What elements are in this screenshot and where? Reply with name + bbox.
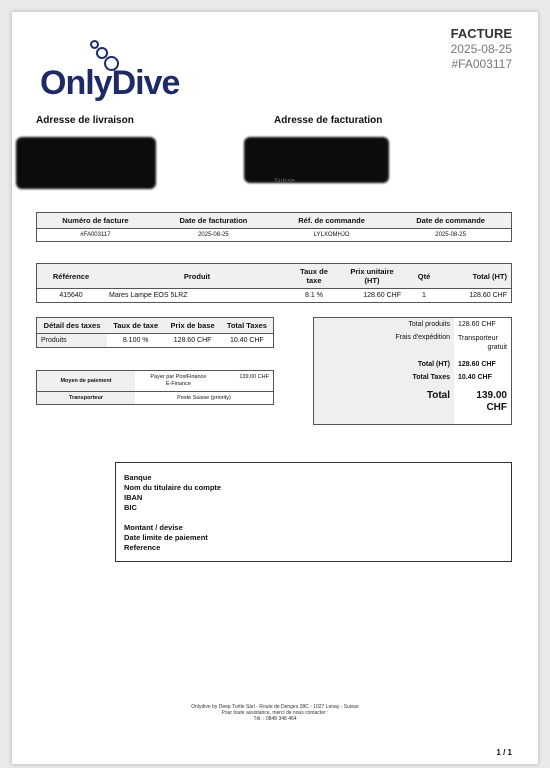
table-row	[314, 318, 512, 332]
invoice-date: 2025-08-25	[450, 42, 512, 56]
billing-country: Suisse	[274, 178, 296, 185]
redacted-delivery-address	[16, 137, 156, 189]
table-cell: Mares Lampe EOS 5LRZ	[109, 292, 188, 299]
table-header: Produit	[105, 264, 289, 289]
table-header: Taux de taxe	[107, 318, 164, 334]
table-cell: 415640	[59, 292, 83, 299]
totals-label: Frais d'expédition	[314, 331, 455, 355]
table-cell: 1	[422, 292, 426, 299]
redacted-billing-address	[244, 137, 389, 183]
payment-table	[36, 370, 274, 405]
table-cell: 128.60 CHF	[173, 337, 212, 344]
table-row	[37, 334, 274, 348]
payment-method-value: Payer par PostFinance	[150, 374, 207, 380]
carrier-label: Transporteur	[37, 392, 136, 405]
carrier-value: Poste Suisse (priority)	[177, 395, 231, 401]
tax-detail-table	[36, 317, 274, 348]
totals-label: Total produits	[314, 318, 455, 332]
bank-line: Montant / devise	[124, 523, 183, 532]
table-cell: 128.60 CHF	[469, 292, 507, 299]
footer-line: Onlydive by Deep Turtle Sàrl - Route de Denges 28C - 1027 Lonay - Suisse	[191, 704, 359, 710]
totals-value: 128.60 CHF	[458, 321, 496, 328]
table-row	[37, 392, 274, 405]
table-header: Taux de taxe	[289, 264, 339, 289]
brand-logo	[40, 38, 210, 110]
bank-line: BIC	[124, 503, 137, 512]
brand-name: OnlyDive	[40, 64, 180, 102]
table-header: Numéro de facture	[37, 213, 154, 229]
table-cell: 128.60 CHF	[363, 292, 401, 299]
bank-line: Banque	[124, 473, 152, 482]
totals-label: Total Taxes	[314, 371, 455, 384]
bank-line: Date limite de paiement	[124, 533, 208, 542]
table-header: Date de commande	[390, 213, 511, 229]
table-cell: 2025-08-25	[435, 232, 466, 238]
totals-value: 128.60 CHF	[458, 361, 496, 368]
footer	[12, 704, 538, 722]
table-header: Détail des taxes	[37, 318, 108, 334]
totals-value: gratuit	[487, 344, 507, 351]
table-header: Prix unitaire (HT)	[339, 264, 405, 289]
table-cell: 8.1 %	[305, 292, 323, 299]
table-header: Réf. de commande	[273, 213, 390, 229]
table-cell: 8.100 %	[122, 337, 149, 344]
table-header: Total (HT)	[443, 264, 512, 289]
totals-value: Transporteur	[458, 335, 498, 342]
table-row	[37, 289, 512, 303]
payment-method-value: E-Finance	[165, 381, 191, 387]
table-cell: 2025-08-25	[198, 232, 229, 238]
table-header: Référence	[37, 264, 106, 289]
grand-total-currency: CHF	[486, 402, 507, 413]
table-cell: 10.40 CHF	[229, 337, 264, 344]
billing-address-label: Adresse de facturation	[274, 115, 383, 126]
table-cell: LYLXOMHJO	[313, 232, 350, 238]
table-header: Prix de base	[164, 318, 221, 334]
payment-method-label: Moyen de paiement	[37, 371, 136, 392]
table-row	[37, 371, 274, 392]
grand-total-value: 139.00	[476, 390, 507, 401]
table-row	[314, 331, 512, 355]
bank-spacer	[124, 513, 511, 523]
grand-total-label: Total	[314, 384, 455, 425]
bank-line: IBAN	[124, 493, 143, 502]
products-table	[36, 263, 512, 303]
footer-line: Tél. : 0848 348 464	[253, 716, 297, 722]
table-cell: Produits	[37, 334, 108, 348]
totals-label: Total (HT)	[314, 355, 455, 371]
invoice-page	[12, 12, 538, 764]
bank-line: Nom du titulaire du compte	[124, 483, 222, 492]
bank-line: Reference	[124, 543, 161, 552]
table-header: Qté	[405, 264, 443, 289]
table-header: Date de facturation	[154, 213, 273, 229]
table-row	[314, 384, 512, 425]
totals-table	[313, 317, 512, 425]
payment-method-amount: 139.00 CHF	[239, 374, 269, 380]
bank-details-box	[115, 462, 512, 562]
table-cell: #FA003117	[80, 232, 111, 238]
invoice-info-table	[36, 212, 512, 242]
footer-line: Pour toute assistance, merci de nous contacter :	[221, 710, 329, 716]
totals-value: 10.40 CHF	[458, 374, 492, 381]
invoice-header	[451, 26, 512, 71]
invoice-number: #FA003117	[451, 57, 512, 71]
table-row	[314, 355, 512, 371]
table-header: Total Taxes	[221, 318, 274, 334]
delivery-address-label: Adresse de livraison	[36, 115, 134, 126]
page-number: 1 / 1	[496, 748, 512, 757]
table-row	[314, 371, 512, 384]
invoice-title: FACTURE	[450, 26, 512, 41]
